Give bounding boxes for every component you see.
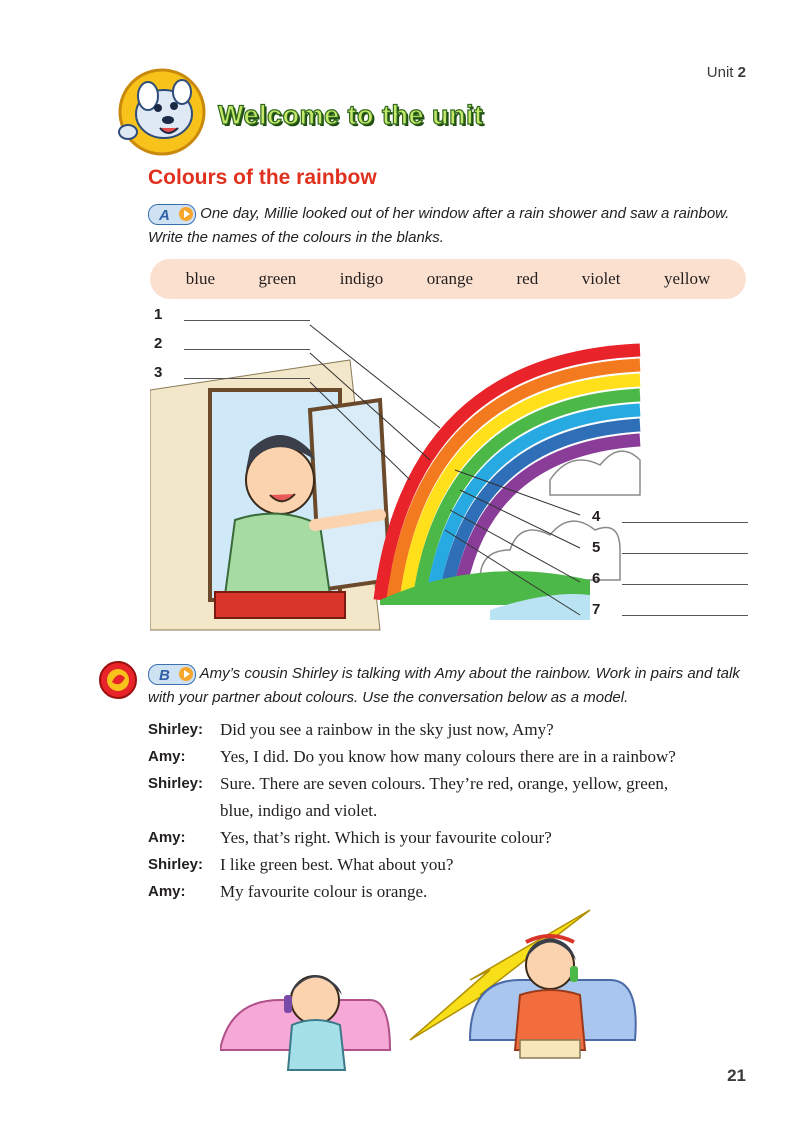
speech: blue, indigo and violet. — [220, 801, 378, 820]
instruction-a-text: One day, Millie looked out of her window after a rain shower and saw a rainbow. Write the names of the colours in the blanks. — [148, 205, 730, 246]
word-bank-item: red — [516, 269, 539, 288]
unit-word: Unit — [706, 64, 734, 81]
blank-number: 2 — [154, 335, 163, 352]
speech: My favourite colour is orange. — [220, 882, 428, 901]
section-title: Colours of the rainbow — [148, 166, 377, 189]
dialogue-line — [148, 797, 768, 824]
speaking-icon — [98, 660, 138, 700]
activity-a-badge — [148, 204, 196, 225]
blank-row — [592, 570, 748, 587]
play-arrow-icon — [179, 667, 193, 681]
speech: Did you see a rainbow in the sky just now, Amy? — [220, 720, 554, 739]
word-bank — [150, 259, 746, 299]
blank-number: 4 — [592, 508, 601, 525]
answer-blank[interactable] — [184, 320, 310, 321]
speech: Yes, that’s right. Which is your favourite colour? — [220, 828, 552, 847]
speaker: Shirley: — [148, 721, 204, 738]
blank-number: 6 — [592, 570, 601, 587]
answer-blank[interactable] — [622, 553, 748, 554]
dialogue-line — [148, 770, 768, 797]
activity-b-badge — [148, 664, 196, 685]
answer-blank[interactable] — [184, 349, 310, 350]
badge-letter: A — [159, 206, 170, 224]
play-arrow-icon — [179, 207, 193, 221]
speech: Yes, I did. Do you know how many colours there are in a rainbow? — [220, 747, 676, 766]
blank-row — [154, 335, 310, 352]
blank-row — [592, 508, 748, 525]
word-bank-item: blue — [185, 269, 216, 288]
speaker — [148, 797, 220, 824]
word-bank-item: indigo — [339, 269, 384, 288]
speaker: Amy: — [148, 883, 186, 900]
page-number: 21 — [727, 1066, 746, 1085]
blank-number: 5 — [592, 539, 601, 556]
word-bank-item: yellow — [663, 269, 711, 288]
word-bank-item: green — [258, 269, 297, 288]
blank-number: 3 — [154, 364, 163, 381]
blank-group-left — [154, 306, 310, 381]
instruction-b-text: Amy’s cousin Shirley is talking with Amy about the rainbow. Work in pairs and talk with your partner about colours. Use the conversation below as a model. — [148, 665, 740, 706]
instruction-a — [148, 202, 758, 250]
blank-row — [154, 306, 310, 323]
blank-row — [592, 539, 748, 556]
word-bank-item: violet — [581, 269, 621, 288]
unit-number: 2 — [737, 64, 746, 81]
answer-blank[interactable] — [622, 584, 748, 585]
dialogue — [148, 716, 768, 905]
speaker: Shirley: — [148, 856, 204, 873]
answer-blank[interactable] — [622, 522, 748, 523]
dog-mascot-icon — [112, 66, 208, 156]
dialogue-line — [148, 824, 768, 851]
dialogue-line — [148, 716, 768, 743]
speech: I like green best. What about you? — [220, 855, 454, 874]
dialogue-line — [148, 743, 768, 770]
instruction-b — [148, 662, 758, 710]
speaker: Amy: — [148, 748, 186, 765]
blank-group-right — [592, 508, 748, 618]
answer-blank[interactable] — [184, 378, 310, 379]
answer-blank[interactable] — [622, 615, 748, 616]
blank-number: 7 — [592, 601, 601, 618]
dialogue-line — [148, 851, 768, 878]
blank-row — [592, 601, 748, 618]
unit-label — [707, 64, 746, 81]
speaker: Amy: — [148, 829, 186, 846]
speaker: Shirley: — [148, 775, 204, 792]
phone-call-illustration — [220, 900, 640, 1080]
speech: Sure. There are seven colours. They’re red, orange, yellow, green, — [220, 774, 669, 793]
word-bank-item: orange — [426, 269, 474, 288]
blank-number: 1 — [154, 306, 163, 323]
page-title: Welcome to the unit — [218, 100, 484, 130]
blank-row — [154, 364, 310, 381]
badge-letter: B — [159, 666, 170, 684]
